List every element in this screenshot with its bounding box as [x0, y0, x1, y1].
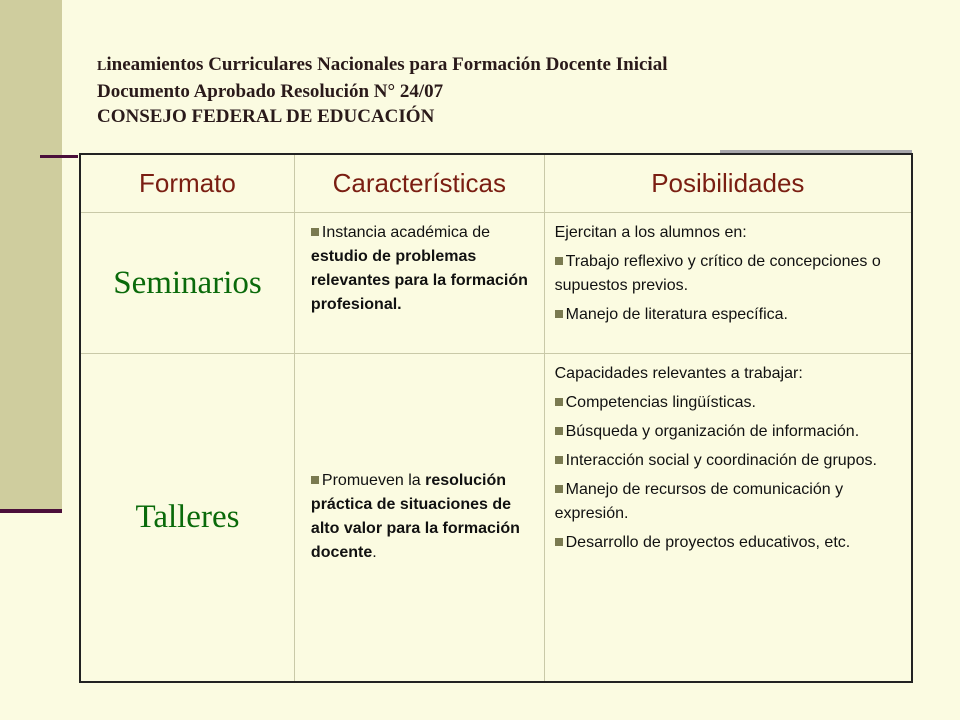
square-bullet-icon [555, 427, 563, 435]
possibilities-cell [544, 354, 912, 682]
characteristics-cell: Instancia académica de estudio de problemas relevantes para la formación profesional. [294, 213, 544, 354]
square-bullet-icon [555, 456, 563, 464]
list-item: Trabajo reflexivo y crítico de concepciones o supuestos previos. [554, 253, 881, 294]
bottom-accent-rule [0, 509, 62, 513]
slide-header [97, 52, 877, 129]
format-cell-talleres: Talleres [80, 354, 294, 682]
list-item: Búsqueda y organización de información. [555, 420, 903, 444]
table-row [80, 354, 912, 682]
possibilities-intro: Capacidades relevantes a trabajar: [554, 365, 803, 382]
square-bullet-icon [555, 398, 563, 406]
possibilities-cell [544, 213, 912, 354]
left-decorative-band [0, 0, 62, 511]
header-caracteristicas: Características [294, 154, 544, 213]
table-header-row [80, 154, 912, 213]
square-bullet-icon [555, 485, 563, 493]
header-line-3: CONSEJO FEDERAL DE EDUCACIÓN [97, 106, 435, 127]
list-item: Manejo de recursos de comunicación y expresión. [554, 481, 844, 522]
list-item: Manejo de literatura específica. [555, 303, 903, 327]
format-cell-seminarios: Seminarios [80, 213, 294, 354]
list-item: Interacción social y coordinación de grupos. [555, 449, 903, 473]
square-bullet-icon [555, 310, 563, 318]
square-bullet-icon [311, 228, 319, 236]
table-row [80, 213, 912, 354]
possibilities-intro: Ejercitan a los alumnos en: [554, 224, 747, 241]
square-bullet-icon [555, 538, 563, 546]
characteristics-cell: Promueven la resolución práctica de situaciones de alto valor para la formación docente. [294, 354, 544, 682]
header-line-1: Lineamientos Curriculares Nacionales para Formación Docente Inicial [97, 54, 668, 75]
formats-table [79, 153, 913, 683]
list-item: Desarrollo de proyectos educativos, etc. [555, 531, 903, 555]
header-formato: Formato [80, 154, 294, 213]
header-line-2: Documento Aprobado Resolución N° 24/07 [97, 81, 444, 102]
list-item: Competencias lingüísticas. [555, 391, 903, 415]
square-bullet-icon [555, 257, 563, 265]
top-accent-rule [40, 155, 78, 158]
square-bullet-icon [311, 476, 319, 484]
header-posibilidades: Posibilidades [544, 154, 912, 213]
